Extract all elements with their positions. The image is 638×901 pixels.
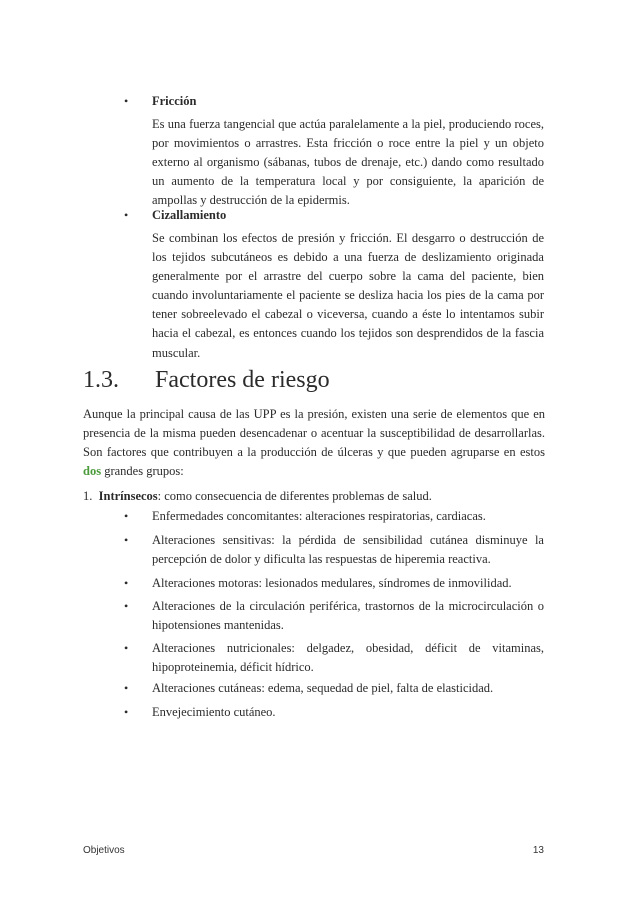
bullet-marker: •	[124, 681, 129, 695]
bullet-marker: •	[124, 705, 129, 719]
bullet-heading: Fricción	[152, 94, 197, 108]
list-item-text: Alteraciones de la circulación periférica, trastornos de la microcirculación o hipotensiones mantenidas.	[152, 599, 544, 633]
bullet-marker: •	[124, 208, 129, 222]
section-heading	[83, 364, 330, 396]
bullet-marker: •	[124, 533, 129, 547]
list-item-text: Alteraciones motoras: lesionados medulares, síndromes de inmovilidad.	[152, 576, 512, 590]
bullet-marker: •	[124, 641, 129, 655]
intro-paragraph	[83, 405, 545, 481]
bullet-paragraph: Es una fuerza tangencial que actúa paralelamente a la piel, produciendo roces, por movimientos o arrastres. Esta fricción o roce entre la piel y un objeto externo al organismo (sábanas, tubos de drenaje, etc.) dando como resultado un aumento de la temperatura local y por consiguiente, la aparición de ampollas y destrucción de la epidermis.	[152, 117, 544, 208]
footer-chapter: Objetivos	[83, 845, 125, 856]
section-title: Factores de riesgo	[155, 367, 330, 393]
numbered-item-intrinsecos	[83, 487, 432, 506]
item-number: 1.	[83, 489, 93, 503]
bullet-marker: •	[124, 509, 129, 523]
item-description: : como consecuencia de diferentes problemas de salud.	[157, 489, 432, 503]
intro-text: Aunque la principal causa de las UPP es la presión, existen una serie de elementos que en presencia de la misma pueden desencadenar o acentuar la susceptibilidad de desarrollarlas. Son factores que contribuyen a la producción de úlceras y que pueden agruparse en estos	[83, 407, 545, 460]
bullet-marker: •	[124, 94, 129, 108]
list-item-text: Alteraciones nutricionales: delgadez, obesidad, déficit de vitaminas, hipoproteinemia, déficit hídrico.	[152, 641, 544, 675]
list-item-text: Alteraciones sensitivas: la pérdida de sensibilidad cutánea disminuye la percepción de dolor y dificulta las respuestas de hiperemia reactiva.	[152, 533, 544, 567]
list-item-text: Alteraciones cutáneas: edema, sequedad de piel, falta de elasticidad.	[152, 681, 494, 695]
page-number: 13	[532, 845, 544, 856]
item-term: Intrínsecos	[98, 489, 158, 503]
intro-highlight: dos	[83, 464, 102, 479]
list-item-text: Envejecimiento cutáneo.	[152, 705, 276, 719]
bullet-marker: •	[124, 576, 129, 590]
bullet-paragraph: Se combinan los efectos de presión y fricción. El desgarro o destrucción de los tejidos subcutáneos es debido a una fuerza de deslizamiento originada generalmente por el arrastre del cuerpo sobre la cama del paciente, bien cuando involuntariamente el paciente se desliza hacia los pies de la cama por tener sobreelevado el cabezal o viceversa, cuando a éste lo intentamos subir hacia el cabezal, es entonces cuando los tejidos son desprendidos de la fascia muscular.	[152, 231, 544, 360]
bullet-marker: •	[124, 599, 129, 613]
bullet-heading: Cizallamiento	[152, 208, 227, 222]
list-item-text: Enfermedades concomitantes: alteraciones respiratorias, cardiacas.	[152, 509, 486, 523]
section-number: 1.3.	[83, 367, 119, 393]
intro-text-end: grandes grupos:	[101, 464, 184, 479]
